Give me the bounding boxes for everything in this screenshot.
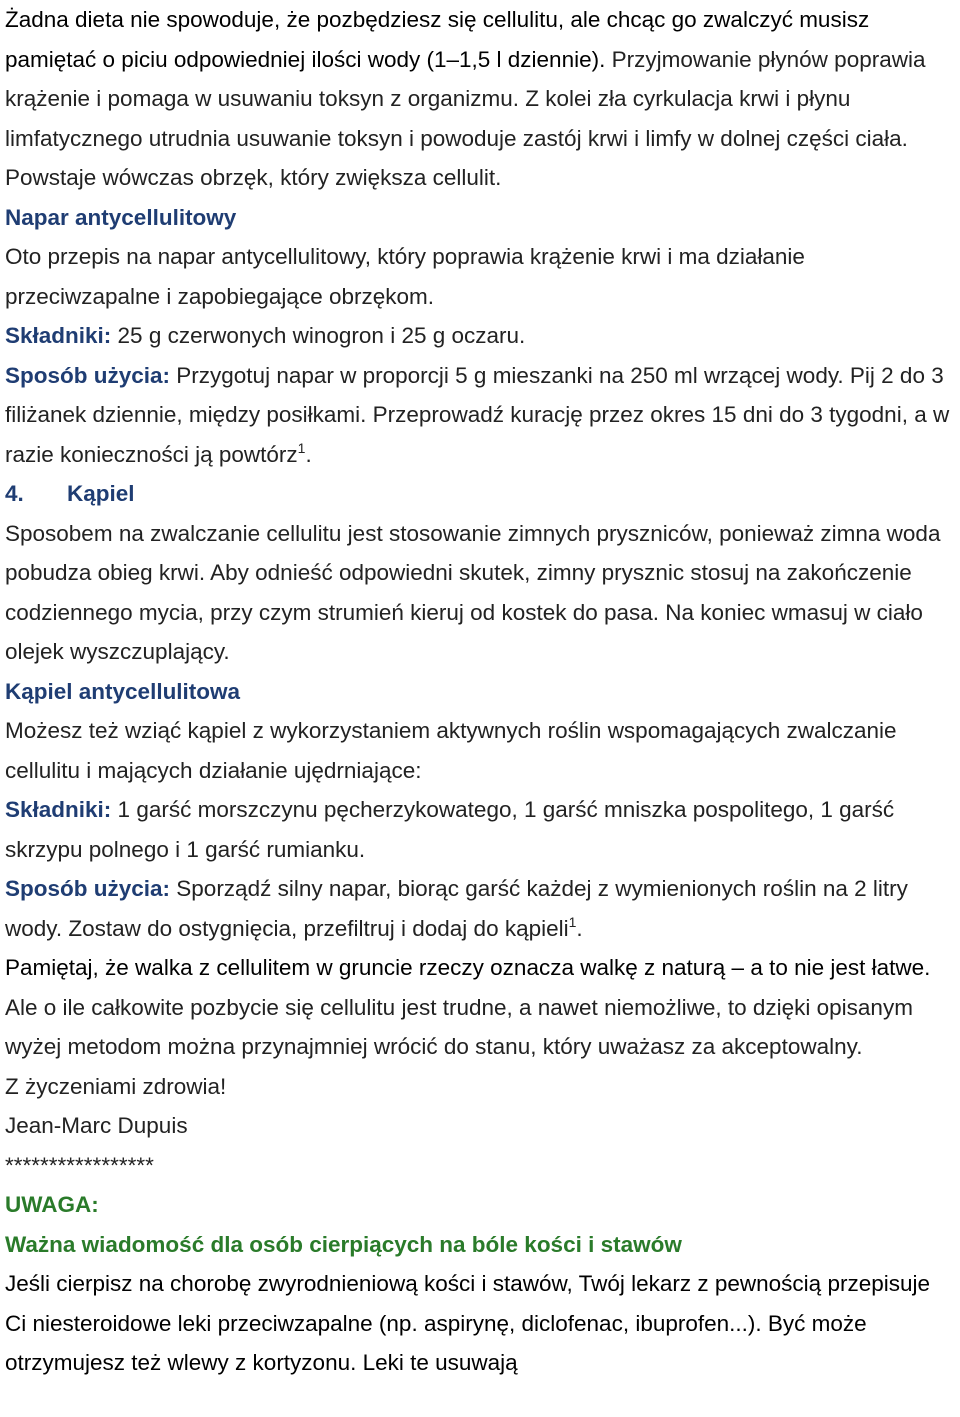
napar-heading: Napar antycellulitowy xyxy=(5,204,237,230)
napar-usage-end: . xyxy=(305,441,312,467)
kapiel-ingredients-text: 1 garść morszczynu pęcherzykowatego, 1 garść mniszka pospolitego, 1 garść skrzypu polnego i 1 garść rumianku. xyxy=(5,797,895,862)
closing-text-1: Pamiętaj, że walka z cellulitem w gruncie rzeczy oznacza walkę z naturą – a to nie jest łatwe. xyxy=(5,955,931,980)
napar-usage-text: Przygotuj napar w proporcji 5 g mieszanki na 250 ml wrzącej wody. Pij 2 do 3 filiżanek dziennie, między posiłkami. Przeprowadź kurację przez okres 15 dni do 3 tygodni, a w razie konieczności ją powtórz xyxy=(5,362,950,467)
kapiel-usage-text: Sporządź silny napar, biorąc garść każdej z wymienionych roślin na 2 litry wody. Zostaw do ostygnięcia, przefiltruj i dodaj do kąpieli xyxy=(5,876,908,941)
napar-ingredients-label: Składniki: xyxy=(5,323,112,348)
footnote-ref: 1 xyxy=(568,913,577,930)
intro-text-2: Przyjmowanie płynów poprawia krążenie i pomaga w usuwaniu toksyn z organizmu. Z kolei zła cyrkulacja krwi i płynu limfatycznego utrudnia usuwanie toksyn i powoduje zastój krwi i limfy w dolnej części ciała. Powstaje wówczas obrzęk, który zwiększa cellulit. xyxy=(5,46,926,190)
napar-ingredients xyxy=(5,316,955,356)
signature: Jean-Marc Dupuis xyxy=(5,1113,188,1138)
intro-text-1: Żadna dieta nie spowoduje, że pozbędziesz się cellulitu, ale chcąc go zwalczyć musisz pamiętać o piciu odpowiedniej ilości wody (1–1,5 l dziennie). xyxy=(5,7,870,72)
section-number: 4. xyxy=(5,481,24,506)
kapiel-usage xyxy=(5,869,955,948)
napar-usage-label: Sposób użycia: xyxy=(5,362,171,388)
greeting: Z życzeniami zdrowia! xyxy=(5,1073,227,1099)
notice-text: Jeśli cierpisz na chorobę zwyrodnieniową kości i stawów, Twój lekarz z pewnością przepisuje Ci niesteroidowe leki przeciwzapalne (np. aspirynę, diclofenac, ibuprofen...). Być może otrzymujesz też wlewy z kortyzonu. Leki te usuwają xyxy=(5,1271,931,1375)
section-title: Kąpiel xyxy=(67,481,135,506)
intro-paragraph xyxy=(5,0,955,198)
kapiel-usage-label: Sposób użycia: xyxy=(5,876,171,901)
kapiel-ingredients-label: Składniki: xyxy=(5,797,112,822)
kapiel-heading: Kąpiel antycellulitowa xyxy=(5,678,241,704)
section-4-heading xyxy=(5,474,955,514)
napar-usage xyxy=(5,356,955,475)
kapiel-description: Możesz też wziąć kąpiel z wykorzystaniem aktywnych roślin wspomagających zwalczanie cellulitu i mających działanie ujędrniające: xyxy=(5,718,897,783)
section-4-paragraph: Sposobem na zwalczanie cellulitu jest stosowanie zimnych pryszniców, ponieważ zimna woda pobudza obieg krwi. Aby odnieść odpowiedni skutek, zimny prysznic stosuj na zakończenie codziennego mycia, przy czym strumień kieruj od kostek do pasa. Na koniec wmasuj w ciało olejek wyszczuplający. xyxy=(5,520,941,664)
footnote-ref: 1 xyxy=(297,439,306,456)
notice-label: UWAGA: xyxy=(5,1192,99,1217)
kapiel-ingredients xyxy=(5,790,955,869)
closing-paragraph xyxy=(5,948,955,1067)
napar-description: Oto przepis na napar antycellulitowy, który poprawia krążenie krwi i ma działanie przeciwzapalne i zapobiegające obrzękom. xyxy=(5,244,805,309)
napar-ingredients-text: 25 g czerwonych winogron i 25 g oczaru. xyxy=(111,323,526,348)
closing-text-2: Ale o ile całkowite pozbycie się cellulitu jest trudne, a nawet niemożliwe, to dzięki opisanym wyżej metodom można przynajmniej wrócić do stanu, który uważasz za akceptowalny. xyxy=(5,994,913,1059)
separator-stars: ***************** xyxy=(5,1152,154,1178)
notice-heading: Ważna wiadomość dla osób cierpiących na bóle kości i stawów xyxy=(5,1231,682,1257)
kapiel-usage-end: . xyxy=(576,915,583,941)
